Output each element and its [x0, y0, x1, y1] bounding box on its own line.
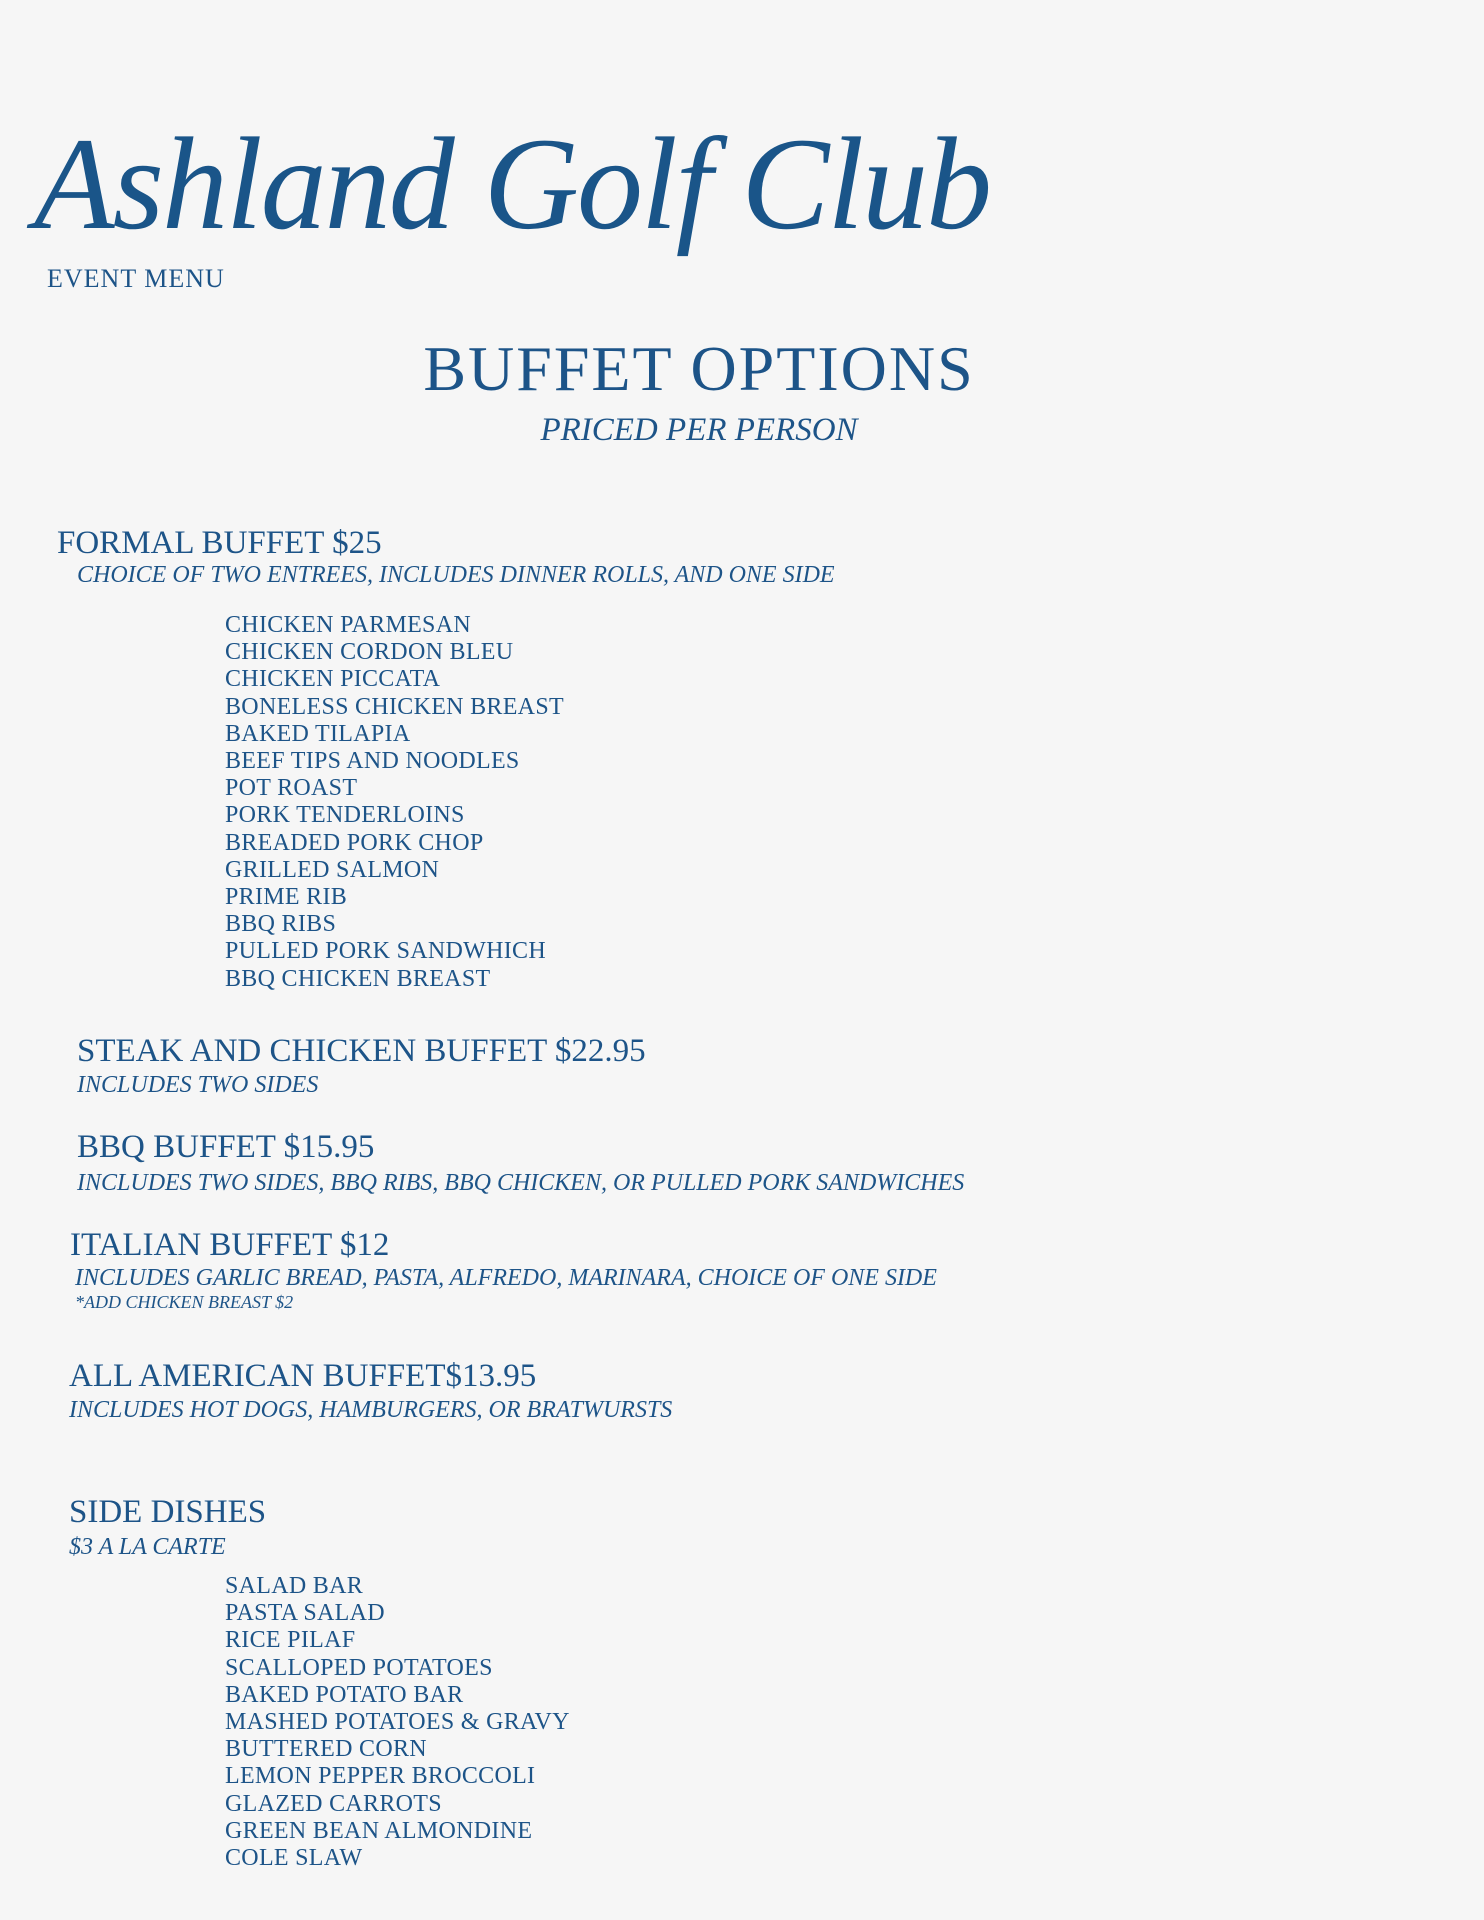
italian-buffet-description: INCLUDES GARLIC BREAD, PASTA, ALFREDO, MARINARA, CHOICE OF ONE SIDE — [75, 1265, 937, 1291]
bbq-buffet-description: INCLUDES TWO SIDES, BBQ RIBS, BBQ CHICKEN, OR PULLED PORK SANDWICHES — [77, 1170, 965, 1196]
menu-item: CHICKEN CORDON BLEU — [225, 639, 514, 666]
menu-item: SCALLOPED POTATOES — [225, 1654, 493, 1681]
menu-item: SALAD BAR — [225, 1573, 364, 1599]
italian-buffet-note: *ADD CHICKEN BREAST $2 — [75, 1292, 294, 1312]
steak-chicken-buffet-title: STEAK AND CHICKEN BUFFET $22.95 — [77, 1033, 646, 1069]
menu-item: RICE PILAF — [225, 1627, 356, 1654]
all-american-buffet-description: INCLUDES HOT DOGS, HAMBURGERS, OR BRATWURSTS — [69, 1397, 673, 1423]
menu-item: BREADED PORK CHOP — [225, 829, 484, 856]
menu-item: COLE SLAW — [225, 1845, 363, 1872]
menu-item: BAKED TILAPIA — [225, 720, 411, 747]
formal-entree-list — [225, 612, 564, 993]
page-subtitle: PRICED PER PERSON — [540, 412, 858, 448]
menu-item: LEMON PEPPER BROCCOLI — [225, 1763, 536, 1790]
menu-item: POT ROAST — [225, 775, 358, 802]
menu-item: PRIME RIB — [225, 884, 348, 911]
italian-buffet-title: ITALIAN BUFFET $12 — [70, 1227, 390, 1263]
menu-item: GLAZED CARROTS — [225, 1790, 442, 1817]
menu-item: BONELESS CHICKEN BREAST — [225, 693, 564, 720]
menu-item: PULLED PORK SANDWHICH — [225, 938, 546, 965]
menu-item: BAKED POTATO BAR — [225, 1681, 464, 1708]
menu-item: BEEF TIPS AND NOODLES — [225, 748, 520, 775]
formal-buffet-description: CHOICE OF TWO ENTREES, INCLUDES DINNER ROLLS, AND ONE SIDE — [77, 562, 835, 588]
menu-item: BBQ CHICKEN BREAST — [225, 965, 491, 992]
menu-item: GRILLED SALMON — [225, 856, 440, 883]
side-dishes-title: SIDE DISHES — [69, 1494, 267, 1530]
all-american-buffet-title: ALL AMERICAN BUFFET$13.95 — [69, 1358, 537, 1394]
club-title: Ashland Golf Club — [34, 110, 991, 257]
menu-item: MASHED POTATOES & GRAVY — [225, 1709, 570, 1736]
menu-item: PORK TENDERLOINS — [225, 802, 465, 829]
event-menu-label: EVENT MENU — [47, 264, 225, 293]
menu-item: PASTA SALAD — [225, 1600, 385, 1627]
menu-item: CHICKEN PICCATA — [225, 666, 441, 693]
page-title: BUFFET OPTIONS — [423, 333, 975, 404]
side-dish-list — [225, 1573, 570, 1872]
menu-item: GREEN BEAN ALMONDINE — [225, 1817, 533, 1844]
menu-item: BBQ RIBS — [225, 911, 337, 938]
side-dishes-description: $3 A LA CARTE — [69, 1534, 226, 1560]
menu-item: CHICKEN PARMESAN — [225, 612, 471, 638]
bbq-buffet-title: BBQ BUFFET $15.95 — [77, 1129, 375, 1165]
steak-chicken-buffet-description: INCLUDES TWO SIDES — [77, 1072, 319, 1098]
menu-item: BUTTERED CORN — [225, 1736, 427, 1763]
formal-buffet-title: FORMAL BUFFET $25 — [57, 525, 382, 561]
